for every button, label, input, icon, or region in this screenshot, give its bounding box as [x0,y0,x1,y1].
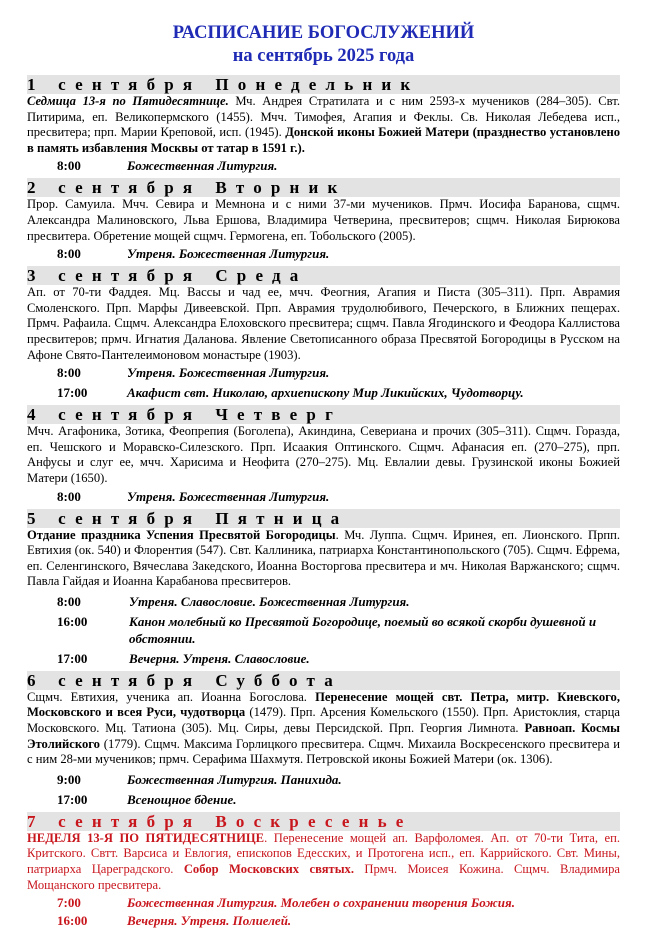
service-time: 16:00 [57,613,88,629]
service-row [27,613,620,647]
days-list [27,75,620,929]
day-weekday: Вторник [215,178,347,198]
description-segment: . Перенесение мощей ап. Варфоломея. Ап. от 70-ти Тита, еп. Критского. Свтт. Варсиса и Евлогия, епископов Едесских, и Протогена исп., еп. Каррийского. Свт. Мины, патриарха Цареградского. [27,830,620,877]
day-weekday: Четверг [215,405,343,425]
service-time: 8:00 [57,488,81,504]
description-segment: (1779). Сщмч. Максима Горлицкого пресвитера. Сщмч. Михаила Воскресенского пресвитера и с ним 28-ми мучеников; прмч. Серафима Шахмутя. Петровской иконы Божией Матери (ок. 1306). [27,736,620,767]
day-section [27,75,620,174]
day-description [27,424,620,486]
day-date: 5 сентября [27,508,202,528]
day-description [27,197,620,244]
service-row [27,791,620,808]
description-segment: Ап. от 70-ти Фаддея. Мц. Вассы и чад ее, мчч. Феогния, Агапия и Писта (305–311). Прп. Аврамия Смоленского. Прп. Марфы Дивеевской. Прп. Аврамия трудолюбивого, Печерского, в Ближних пещерах. Прмч. Рафаила. Сщмч. Александра Елоховского пресвитера; сщмч. Павла Ягодинского и Феодора Каллистова пресвитеров; прмч. Игнатия Даланова. Явление Светописанного образа Пресвятой Богородицы в Русском на Афоне Свято-Пантелеимоновом монастыре (1903). [27,285,620,362]
service-time: 9:00 [57,771,81,787]
day-weekday: Воскресенье [215,811,413,831]
description-segment: Равноап. Космы Этолийского [27,721,620,751]
service-name: Утреня. Божественная Литургия. [127,246,330,262]
service-name: Вечерня. Утреня. Полиелей. [127,913,292,929]
service-name: Утреня. Божественная Литургия. [127,365,330,381]
day-section [27,671,620,808]
service-time: 17:00 [57,791,88,807]
service-time: 7:00 [57,895,81,911]
service-row [27,912,620,929]
service-time: 16:00 [57,913,88,929]
day-section [27,266,620,401]
day-header [27,812,620,831]
day-description [27,690,620,768]
description-segment: Отдание праздника Успения Пресвятой Богородицы [27,527,336,542]
day-weekday: Понедельник [215,75,420,94]
day-description [27,285,620,363]
service-time: 8:00 [57,365,81,381]
service-time: 17:00 [57,385,88,401]
service-name: Акафист свт. Николаю, архиепископу Мир Ликийских, Чудотворцу. [127,385,524,401]
service-name: Утреня. Славословие. Божественная Литургия. [129,593,410,609]
service-name: Божественная Литургия. Молебен о сохранении творения Божия. [127,895,515,911]
service-row [27,364,620,381]
service-name: Божественная Литургия. [127,158,278,174]
page-subtitle: на сентябрь 2025 года [232,46,415,66]
service-time: 17:00 [57,650,88,666]
description-segment: Собор Московских святых. [183,862,355,877]
service-row [27,157,620,174]
description-segment: (1479). Прп. Арсения Комельского (1550). Прп. Аристоклия, старца Московского. Мц. Татиона (305). Мц. Сиры, девы Персидской. Прп. Георгия Лимнота. [27,705,620,736]
service-name: Божественная Литургия. Панихида. [127,771,342,787]
service-row [27,771,620,788]
service-time: 8:00 [57,593,81,609]
service-row [27,894,620,911]
day-description [27,94,620,156]
day-date: 3 сентября [27,266,202,286]
day-header [27,671,620,690]
day-header [27,266,620,285]
service-name: Всенощное бдение. [127,791,237,807]
description-segment: Прор. Самуила. Мчч. Севира и Мемнона и с ними 37-ми мучеников. Прмч. Иосифа Баранова, сщмч. Александра Малиновского, Льва Ершова, Владимира Четверина, пресвитеров; сщмч. Николая Бирюкова пресвитера. Обретение мощей сщмч. Гермогена, еп. Тобольского (2005). [27,197,620,243]
day-header [27,509,620,528]
service-name: Канон молебный ко Пресвятой Богородице, поемый во всякой скорби душевной и обстоянии. [129,613,597,646]
day-section [27,509,620,667]
service-name: Вечерня. Утреня. Славословие. [129,650,310,666]
day-header [27,178,620,197]
description-segment: Мчч. Агафоника, Зотика, Феопрепия (Боголепа), Акиндина, Севериана и прочих (305–311). Сщмч. Горазда, еп. Чешского и Моравско-Силезского. Прп. Исаакия Оптинского. Сщмч. Афанасия еп. (270–275), прп. Анфусы и слуг ее, мчч. Харисима и Неофита (270–275). Мц. Евлалии девы. Грузинской иконы Божией Матери (1650). [27,424,620,485]
description-segment: Донской иконы Божией Матери (празднество установлено в память избавления Москвы от татар в 1591 г.). [27,125,621,155]
day-date: 1 сентября [27,75,202,94]
day-date: 2 сентября [27,178,202,198]
day-date: 7 сентября [27,811,202,831]
day-section [27,178,620,262]
service-row [27,593,620,610]
service-name: Утреня. Божественная Литургия. [127,488,330,504]
day-date: 6 сентября [27,670,202,690]
service-row [27,245,620,262]
description-segment: Седмица 13-я по Пятидесятнице. [27,94,229,108]
day-weekday: Суббота [215,670,342,690]
service-time: 8:00 [57,246,81,262]
day-date: 4 сентября [27,405,202,425]
description-segment: Сщмч. Евтихия, ученика ап. Иоанна Богослова. [27,689,316,704]
day-section [27,405,620,504]
description-segment: . Мч. Луппа. Сщмч. Иринея, еп. Лионского. Прпп. Евтихия (ок. 540) и Флорентия (547). Свт. Каллиника, патриарха Константинопольского (705). Сщмч. Ефрема, еп. Селенгинского, Вячеслава Закедского, Иоанна Восторгова пресвитера и мч. Николая Варжанского; сщмч. Павла Гайдая и Иоанна Карабанова пресвитеров. [27,527,621,589]
description-segment: НЕДЕЛЯ 13-Я ПО ПЯТИДЕСЯТНИЦЕ [27,830,265,845]
description-segment: Мч. Андрея Стратилата и с ним 2593-х мучеников (284–305). Свт. Питирима, еп. Великопермского (1455). Мчч. Тимофея, Агапия и Феклы. Св. Николая Лебедева исп., пресвитера; прп. Марии Креповой, исп. (1945). [27,94,620,140]
day-description [27,831,620,893]
description-segment: Прмч. Моисея Кожина. Сщмч. Владимира Мощанского пресвитера. [27,862,620,892]
day-header [27,405,620,424]
description-segment: Перенесение мощей свт. Петра, митр. Киевского, Московского и всея Руси, чудотворца [27,689,620,720]
day-section [27,812,620,929]
service-row [27,488,620,505]
day-weekday: Пятница [215,508,349,528]
page-title: РАСПИСАНИЕ БОГОСЛУЖЕНИЙ [172,23,475,43]
service-row [27,650,620,667]
day-weekday: Среда [215,266,308,286]
service-row [27,384,620,401]
service-time: 8:00 [57,158,81,174]
day-description [27,528,620,590]
day-header [27,75,620,94]
